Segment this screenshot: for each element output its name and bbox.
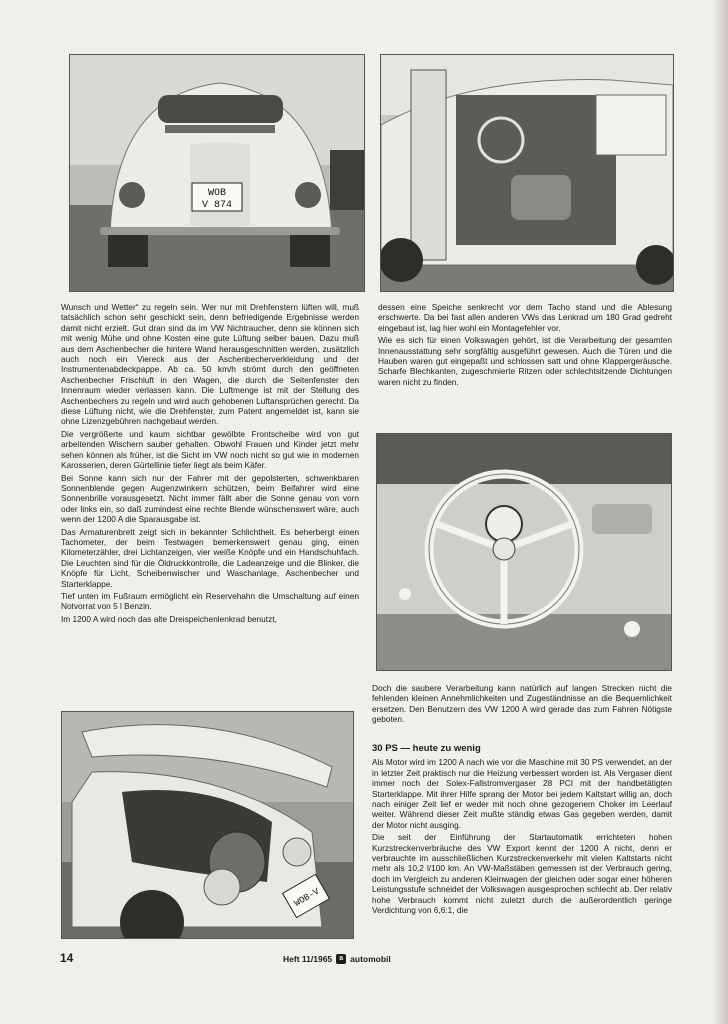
left-paragraph: Bei Sonne kann sich nur der Fahrer mit der gepolsterten, schwenkbaren Sonnenblende gegen Augenzwinkern schützen, beim Beifahrer wird eine Sonnenbrille vorausgesetzt. Nicht immer fällt aber die Sonne genau von vorn oder links ein, so daß zumindest eine rechte Blende wünschenswert wäre, auch wenn der 1200 A die Sparausgabe ist. xyxy=(61,472,359,525)
right-top-paragraph: dessen eine Speiche senkrecht vor dem Tacho stand und die Ablesung erschwerte. Da bei fast allen anderen VWs das Lenkrad um 180 Grad gedreht eingebaut ist, lag hier wohl ein Montagefehler vor. xyxy=(378,302,672,333)
magazine-name: automobil xyxy=(350,954,391,964)
right-column-top xyxy=(378,302,672,389)
right-mid-paragraph: Doch die saubere Verarbeitung kann natürlich auf langen Strecken nicht die fehlenden kleinen Annehmlichkeiten und Zugeständnisse an die Bequemlichkeit ersetzen. Den Benutzern des VW 1200 A wird gerade das zum Fahren Nötigste geboten. xyxy=(372,683,672,725)
left-paragraph: Im 1200 A wird noch das alte Dreispeichenlenkrad benutzt, xyxy=(61,613,277,624)
section-heading: 30 PS — heute zu wenig xyxy=(372,743,481,754)
left-paragraph: Die vergrößerte und kaum sichtbar gewölbte Frontscheibe wird von gut arbeitenden Wischern sauber gehalten. Obwohl Frauen und Kinder jetzt mehr sehen können als früher, ist die Sicht im VW noch nicht so gut wie in modernen Karosserien, deren Gürtellinie tiefer liegt als beim Käfer. xyxy=(61,428,359,471)
front-plate: WOB-V xyxy=(292,886,322,909)
magazine-logo-icon: a xyxy=(336,954,346,964)
rear-plate-line1: WOB xyxy=(207,188,227,199)
issue-label: Heft 11/1965 xyxy=(283,954,333,964)
left-paragraph: Wunsch und Wetter“ zu regeln sein. Wer nur mit Drehfenstern lüften will, muß tatsächlich schon sehr geschickt sein, denn befriedigende Ergebnisse werden damit nicht erzielt. Gut dran sind da im VW Nichtraucher, denn sie können sich mit wenig Mühe und ohne Kosten eine gute Lüftung selber bauen. Dazu muß aus dem Aschenbecher die hintere Wand herausgeschnitten werden, zusätzlich auch noch ein Viereck aus der Aschenbecherverkleidung und der Instrumentenabdeckpappe. Ab ca. 50 km/h strömt durch den geöffneten Aschenbecher Frischluft in den Wagen, die durch die Seitenfenster den Innenraum wieder verlassen kann. Die Luftmenge ist mit der Stellung des Aschenbechers zu regeln und wird auch gehobenen Luftansprüchen gerecht. Da diese Lüftung nicht, wie die Drehfenster, zum Patent angemeldet ist, kann sie ohne Lizenzgebühren nachgebaut werden. xyxy=(61,302,359,427)
photo-open-door xyxy=(380,54,674,292)
right-bottom-paragraph: Als Motor wird im 1200 A nach wie vor die Maschine mit 30 PS verwendet, an der in letzter Zeit praktisch nur die Heizung verbessert worden ist. Als Vergaser dient immer noch der Solex-Fallstromvergaser 28 PCI mit der handbetätigten Starterklappe. Mit ihrer Hilfe sprang der Motor bei jedem Kaltstart willig an, doch nach einiger Zeit lief er weder mit noch ohne gezogenem Choker im Leerlauf weiter. Während dieser Zeit mußte ständig etwas Gas gegeben werden, damit der Motor nicht ausging. xyxy=(372,757,672,830)
left-paragraph: Tief unten im Fußraum ermöglicht ein Reservehahn die Umschaltung auf einen Notvorrat von 5 l Benzin. xyxy=(61,590,359,612)
page-edge xyxy=(714,0,728,1024)
photo-rear-view xyxy=(69,54,365,292)
left-paragraph: Das Armaturenbrett zeigt sich in bekannter Schlichtheit. Es beherbergt einen Tachometer, der beim Testwagen bemerkenswert genau ging, einen Kilometerzähler, drei Lichtanzeigen, vier weiße Knöpfe und ein Handschuhfach. Die Leuchten sind für die Öldruckkontrolle, die Ladeanzeige und die Blinker, die Knöpfe für Licht, Scheibenwischer und Waschanlage, Aschenbecher und Starterklappe. xyxy=(61,526,359,589)
left-column xyxy=(61,302,359,626)
magazine-footer xyxy=(283,954,391,964)
photo-dashboard xyxy=(376,433,672,671)
rear-plate-line2: V 874 xyxy=(201,200,233,211)
right-column-mid xyxy=(372,683,672,727)
right-top-paragraph: Wie es sich für einen Volkswagen gehört, ist die Verarbeitung der gesamten Innenausstattung sehr sorgfältig ausgeführt gewesen. Auch die Türen und die Hauben waren gut eingepaßt und schlossen satt und ohne Klappergeräusche. Scharfe Blechkanten, zugeschmierte Ritzen oder schlechtsitzende Dichtungen waren nicht zu finden. xyxy=(378,335,672,387)
right-bottom-paragraph: Die seit der Einführung der Startautomatik errichteten hohen Kurzstreckenverbräuche des VW Export kennt der 1200 A nicht, denn er verbrauchte im ausschließlichen Kurzstreckenverkehr mit vielen Kaltstarts nicht mehr als 10,2 l/100 km. An VW-Maßstäben gemessen ist der Verbrauch gering, doch im Vergleich zu anderen Kleinwagen der gleichen oder sogar einer höheren Leistungsstufe schneidet der Volkswagen ausgesprochen schlecht ab. Der relativ hohe Verbrauch kommt nicht zuletzt durch die außerordentlich geringe Verdichtung von 6,6:1, die xyxy=(372,832,672,916)
right-column-bottom xyxy=(372,744,672,918)
page-number: 14 xyxy=(60,951,74,965)
photo-front-trunk xyxy=(61,711,354,939)
